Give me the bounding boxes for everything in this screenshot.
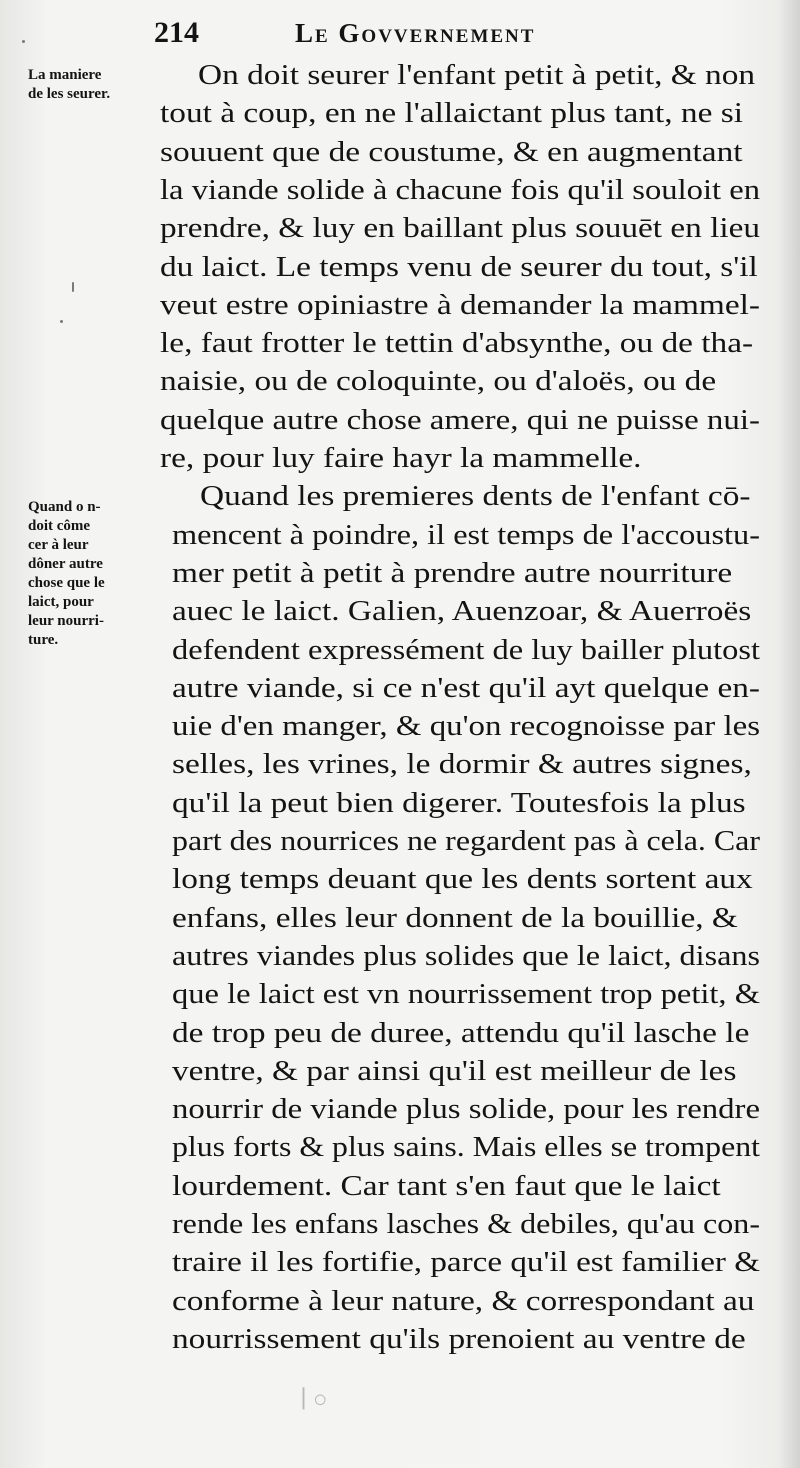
body-line: defendent expressément de luy bailler plutost	[172, 633, 760, 666]
body-line: On doit seurer l'enfant petit à petit, & non	[198, 59, 756, 91]
ink-speck	[22, 40, 25, 43]
body-line: le, faut frotter le tettin d'absynthe, ou de tha-	[160, 327, 754, 360]
body-line: mencent à poindre, il est temps de l'accoustu-	[172, 518, 760, 551]
body-line: autre viande, si ce n'est qu'il ayt quelque en-	[172, 671, 760, 704]
running-title: Le Govvernement	[295, 18, 536, 48]
margin-note-line: laict, pour	[28, 594, 94, 610]
body-line: enfans, elles leur donnent de la bouillie, &	[172, 901, 738, 934]
body-line: long temps deuant que les dents sortent aux	[172, 863, 753, 896]
body-line: traire il les fortifie, parce qu'il est familier &	[172, 1246, 760, 1279]
body-line: conforme à leur nature, & correspondant au	[172, 1284, 755, 1317]
page-edge-shadow	[778, 0, 800, 1468]
ink-speck	[72, 282, 74, 292]
body-line: auec le laict. Galien, Auenzoar, & Auerroës	[172, 595, 752, 628]
margin-note-line: leur nourri-	[28, 613, 104, 629]
body-line: veut estre opiniastre à demander la mammel-	[160, 288, 760, 321]
margin-note-line: La maniere	[28, 67, 102, 83]
margin-note-line: ture.	[28, 632, 59, 648]
body-line: autres viandes plus solides que le laict, disans	[172, 939, 760, 972]
margin-note-weaning	[28, 66, 158, 104]
body-line: plus forts & plus sains. Mais elles se trompent	[172, 1131, 760, 1164]
body-line: quelque autre chose amere, qui ne puisse nui-	[160, 403, 760, 436]
body-line: nourrir de viande plus solide, pour les rendre	[172, 1093, 760, 1126]
margin-note-line: chose que le	[28, 575, 105, 591]
page-header	[150, 16, 790, 56]
body-line: mer petit à petit à prendre autre nourriture	[172, 556, 733, 589]
body-line: ventre, & par ainsi qu'il est meilleur de les	[172, 1054, 737, 1087]
page-number: 214	[154, 16, 199, 49]
body-line: part des nourrices ne regardent pas à cela. Car	[172, 825, 760, 857]
body-line: rende les enfans lasches & debiles, qu'au con-	[172, 1208, 760, 1240]
body-line: lourdement. Car tant s'en faut que le laict	[172, 1169, 721, 1202]
margin-note-line: dôner autre	[28, 556, 103, 572]
body-line: qu'il la peut bien digerer. Toutesfois la plus	[172, 786, 746, 819]
body-line: tout à coup, en ne l'allaictant plus tant, ne si	[160, 97, 743, 130]
body-line: nourrissement qu'ils prenoient au ventre de	[172, 1322, 746, 1355]
margin-note-line: cer à leur	[28, 537, 89, 553]
body-line: re, pour luy faire hayr la mammelle.	[160, 442, 642, 474]
body-line: uie d'en manger, & qu'on recognoisse par les	[172, 710, 760, 743]
ink-speck	[60, 320, 63, 323]
body-line: la viande solide à chacune fois qu'il souloit en	[160, 173, 760, 206]
body-line: Quand les premieres dents de l'enfant cō-	[200, 480, 751, 513]
margin-note-line: Quand o n-	[28, 499, 101, 515]
body-line: selles, les vrines, le dormir & autres signes,	[172, 748, 752, 781]
margin-note-other-food	[28, 498, 158, 650]
body-line: du laict. Le temps venu de seurer du tout, s'il	[160, 250, 758, 283]
margin-note-line: doit côme	[28, 518, 91, 534]
body-line: prendre, & luy en baillant plus souuēt en lieu	[160, 212, 760, 245]
bleed-through-mark: ∣ ○	[300, 1387, 328, 1413]
body-line: souuent que de coustume, & en augmentant	[160, 135, 743, 168]
body-line: que le laict est vn nourrissement trop petit, &	[172, 978, 760, 1011]
body-line: naisie, ou de coloquinte, ou d'aloës, ou de	[160, 365, 717, 398]
body-line: de trop peu de duree, attendu qu'il lasche le	[172, 1016, 750, 1049]
margin-note-line: de les seurer.	[28, 86, 111, 102]
